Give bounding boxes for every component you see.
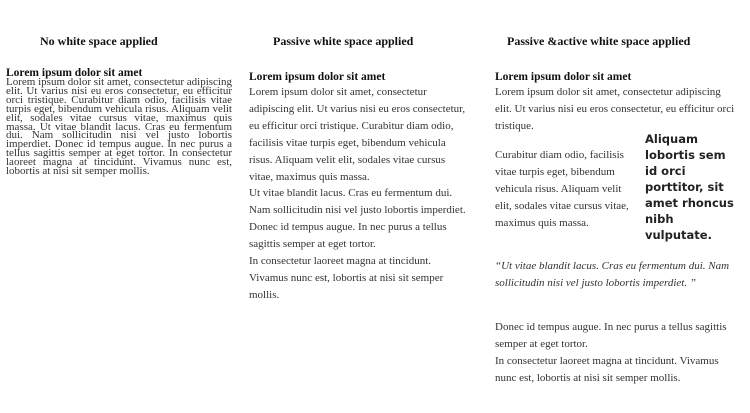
body-paragraph: Lorem ipsum dolor sit amet, consectetur adipiscing elit. Ut varius nisi eu eros consectetur, eu efficitur orci tristique. Curabitur diam odio, facilisis vitae turpis eget, bibendum vehicula risus. Aliquam velit elit, sodales vitae cursus vitae, maximus quis massa. bbox=[249, 86, 466, 183]
intro-block bbox=[495, 70, 737, 135]
pull-quote: “Ut vitae blandit lacus. Cras eu fermentum dui. Nam sollicitudin nisi vel justo lobortis imperdiet. ” bbox=[495, 260, 730, 289]
column-title: No white space applied bbox=[40, 34, 158, 48]
text-heading: Lorem ipsum dolor sit amet bbox=[495, 71, 632, 83]
body-paragraph: In consectetur laoreet magna at tincidunt. Vivamus nunc est, lobortis at nisi sit semper mollis. bbox=[249, 255, 444, 301]
body-paragraph: Donec id tempus augue. In nec purus a tellus sagittis semper at eget tortor. bbox=[495, 321, 727, 350]
column-title: Passive &active white space applied bbox=[507, 34, 691, 48]
closing-block bbox=[495, 319, 740, 387]
text-heading: Lorem ipsum dolor sit amet bbox=[249, 71, 386, 83]
callout-text: Aliquam lobortis sem id orci porttitor, sit amet rhoncus nibh vulputate. bbox=[645, 132, 734, 242]
body-text: Lorem ipsum dolor sit amet, consectetur adipiscing elit. Ut varius nisi eu eros consectetur, eu efficitur orci tristique. Curabitur diam odio, facilisis vitae turpis eget, bibendum vehicula risus. Aliquam velit elit, sodales vitae cursus vitae, maximus quis massa. Ut vitae blandit lacus. Cras eu fermentum dui. Nam sollicitudin nisi vel justo lobortis imperdiet. Donec id tempus augue. In nec purus a tellus sagittis semper at eget tortor. In consectetur laoreet magna at tincidunt. Vivamus nunc est, lobortis at nisi sit semper mollis. bbox=[6, 76, 232, 178]
cramped-text-block bbox=[6, 69, 232, 176]
body-paragraph: Ut vitae blandit lacus. Cras eu fermentum dui. Nam sollicitudin nisi vel justo lobortis imperdiet. Donec id tempus augue. In nec purus a tellus sagittis semper at eget tortor. bbox=[249, 187, 466, 251]
body-paragraph: Curabitur diam odio, facilisis vitae turpis eget, bibendum vehicula risus. Aliquam velit elit, sodales vitae cursus vitae, maximus quis massa. bbox=[495, 149, 629, 229]
text-heading: Lorem ipsum dolor sit amet bbox=[6, 67, 143, 79]
intro-paragraph: Lorem ipsum dolor sit amet, consectetur adipiscing elit. Ut varius nisi eu eros consectetur, eu efficitur orci tristique. bbox=[495, 86, 735, 132]
column-title: Passive white space applied bbox=[273, 34, 414, 48]
body-paragraph: In consectetur laoreet magna at tincidunt. Vivamus nunc est, lobortis at nisi sit semper mollis. bbox=[495, 354, 719, 384]
spaced-text-block bbox=[249, 70, 467, 304]
